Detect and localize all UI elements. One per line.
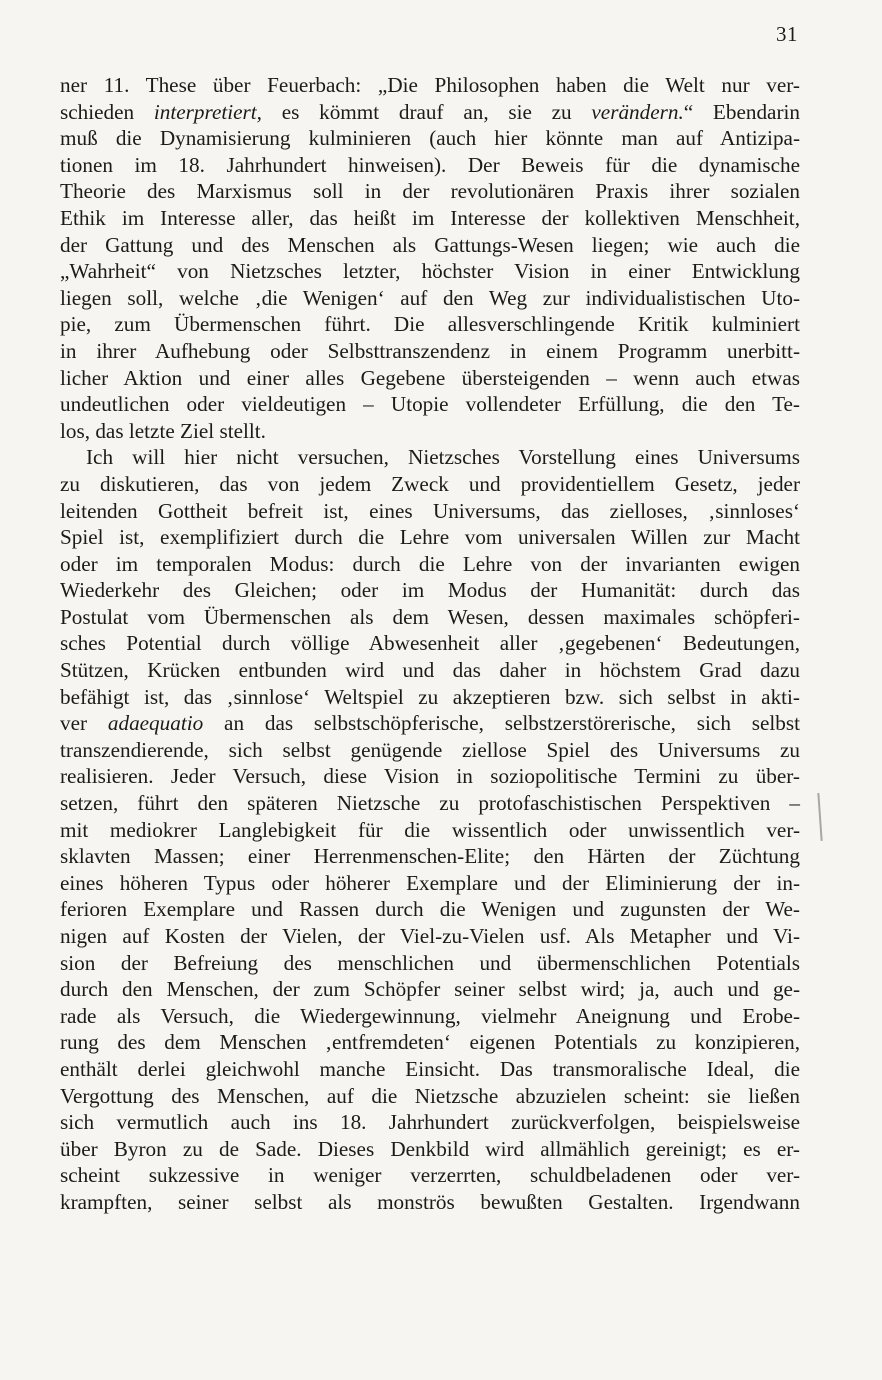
- text-line: tionen im 18. Jahrhundert hinweisen). Der Beweis für die dynamische: [60, 152, 800, 177]
- text-line: ner 11. These über Feuerbach: „Die Philosophen haben die Welt nur ver-: [60, 73, 800, 97]
- text-line: los, das letzte Ziel stellt.: [60, 418, 266, 443]
- text-line: scheint sukzessive in weniger verzerrten, schuldbeladenen oder ver-: [60, 1163, 800, 1188]
- margin-mark: [817, 793, 822, 841]
- text-line: rung des dem Menschen ‚entfremdeten‘ eigenen Potentials zu konzipieren,: [60, 1030, 800, 1055]
- text-line: mit mediokrer Langlebigkeit für die wissentlich oder unwissentlich ver-: [60, 817, 800, 842]
- text-line: in ihrer Aufhebung oder Selbsttranszendenz in einem Programm unerbitt-: [60, 338, 800, 363]
- text-line: ferioren Exemplare und Rassen durch die Wenigen und zugunsten der We-: [60, 897, 800, 922]
- italic-term: interpretiert,: [153, 99, 262, 124]
- page-number: 31: [776, 22, 798, 46]
- text-line: muß die Dynamisierung kulminieren (auch hier könnte man auf Antizipa-: [60, 126, 800, 151]
- text-line: eines höheren Typus oder höherer Exemplare und der Eliminierung der in-: [60, 870, 800, 895]
- text-line: zu diskutieren, das von jedem Zweck und providentiellem Gesetz, jeder: [60, 471, 800, 496]
- paragraph: [60, 72, 800, 444]
- text-line: transzendierende, sich selbst genügende ziellose Spiel des Universums zu: [60, 737, 800, 762]
- text-line: realisieren. Jeder Versuch, diese Vision in soziopolitische Termini zu über-: [60, 764, 800, 789]
- text-line: undeutlichen oder vieldeutigen – Utopie vollendeter Erfüllung, die den Te-: [60, 392, 800, 417]
- text-line: Ich will hier nicht versuchen, Nietzsches Vorstellung eines Universums: [86, 445, 800, 470]
- text-line: rade als Versuch, die Wiedergewinnung, vielmehr Aneignung und Erobe-: [60, 1003, 800, 1028]
- italic-term: verändern.: [591, 99, 684, 124]
- text-line: nigen auf Kosten der Vielen, der Viel-zu-Vielen usf. Als Metapher und Vi-: [60, 924, 800, 948]
- text-line: „Wahrheit“ von Nietzsches letzter, höchster Vision in einer Entwicklung: [60, 259, 800, 284]
- text-line: oder im temporalen Modus: durch die Lehre von der invarianten ewigen: [60, 551, 800, 576]
- text-line: sklavten Massen; einer Herrenmenschen-Elite; den Härten der Züchtung: [60, 844, 800, 869]
- text-line: Wiederkehr des Gleichen; oder im Modus der Humanität: durch das: [60, 578, 800, 603]
- text-line: sion der Befreiung des menschlichen und übermenschlichen Potentials: [60, 950, 800, 975]
- text-line: befähigt ist, das ‚sinnlose‘ Weltspiel zu akzeptieren bzw. sich selbst in akti-: [60, 684, 800, 709]
- text-line: Spiel ist, exemplifiziert durch die Lehre vom universalen Willen zur Macht: [60, 525, 800, 550]
- text-line: Theorie des Marxismus soll in der revolutionären Praxis ihrer sozialen: [60, 179, 800, 204]
- text-line: über Byron zu de Sade. Dieses Denkbild wird allmählich gereinigt; es er-: [60, 1136, 800, 1161]
- text-line: ver adaequatio an das selbstschöpferische, selbstzerstörerische, sich selbst: [60, 711, 800, 736]
- text-line: schieden interpretiert, es kömmt drauf an, sie zu verändern.“ Ebendarin: [60, 99, 800, 124]
- text-line: sches Potential durch völlige Abwesenheit aller ‚gegebenen‘ Bedeutungen,: [60, 631, 800, 656]
- italic-term: adaequatio: [107, 711, 204, 736]
- text-line: pie, zum Übermenschen führt. Die allesverschlingende Kritik kulminiert: [60, 312, 800, 337]
- text-line: Stützen, Krücken entbunden wird und das daher in höchstem Grad dazu: [60, 658, 800, 683]
- text-line: Ethik im Interesse aller, das heißt im Interesse der kollektiven Menschheit,: [60, 205, 800, 230]
- paragraph: [60, 444, 800, 1215]
- text-line: durch den Menschen, der zum Schöpfer seiner selbst wird; ja, auch und ge-: [60, 977, 800, 1002]
- text-line: leitenden Gottheit befreit ist, eines Universums, das zielloses, ‚sinnloses‘: [60, 498, 800, 523]
- body-text: [60, 72, 800, 1216]
- text-line: sich vermutlich auch ins 18. Jahrhundert zurückverfolgen, beispielsweise: [60, 1110, 800, 1135]
- text-line: enthält derlei gleichwohl manche Einsicht. Das transmoralische Ideal, die: [60, 1056, 800, 1081]
- text-line: licher Aktion und einer alles Gegebene übersteigenden – wenn auch etwas: [60, 365, 800, 390]
- text-line: der Gattung und des Menschen als Gattungs-Wesen liegen; wie auch die: [60, 232, 800, 257]
- text-line: setzen, führt den späteren Nietzsche zu protofaschistischen Perspektiven –: [60, 791, 800, 816]
- text-line: Postulat vom Übermenschen als dem Wesen, dessen maximales schöpferi-: [60, 604, 800, 629]
- text-line: Vergottung des Menschen, auf die Nietzsche abzuzielen scheint: sie ließen: [60, 1083, 800, 1108]
- text-line: krampften, seiner selbst als monströs bewußten Gestalten. Irgendwann: [60, 1189, 800, 1214]
- text-line: liegen soll, welche ‚die Wenigen‘ auf den Weg zur individualistischen Uto-: [60, 285, 800, 310]
